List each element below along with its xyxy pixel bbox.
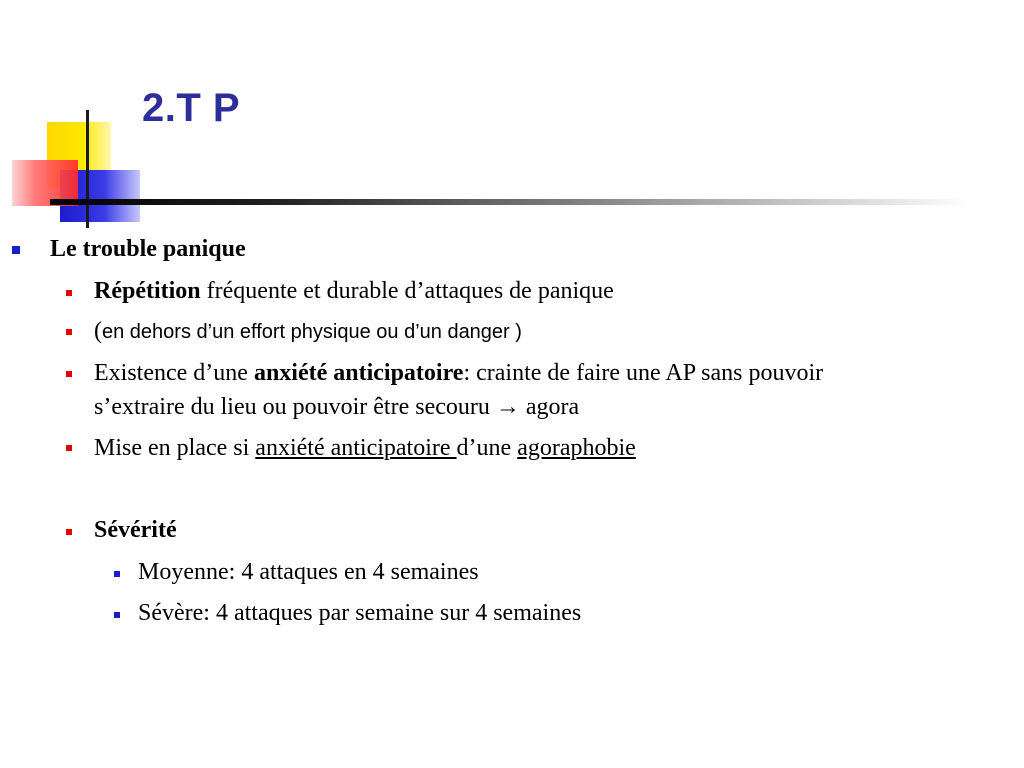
bullet-repetition-rest: fréquente et durable d’attaques de panique xyxy=(200,278,614,304)
bullet-existence xyxy=(94,356,823,390)
bullet-level3-icon xyxy=(114,571,120,577)
sub-bullet-severe: Sévère: 4 attaques par semaine sur 4 semaines xyxy=(138,600,582,626)
bullet-existence-pre: Existence d’une xyxy=(94,360,254,386)
bullet-repetition xyxy=(94,274,614,308)
bullet-level2-icon xyxy=(66,371,72,377)
bullet-level3-icon xyxy=(114,612,120,618)
vertical-line-decoration xyxy=(86,110,89,228)
link-agoraphobie[interactable]: agoraphobie xyxy=(517,435,636,461)
bullet-existence-rest: : crainte de faire une AP sans pouvoir xyxy=(463,360,824,386)
bullet-en-dehors-rest: en dehors d’un effort physique ou d’un danger ) xyxy=(102,321,522,343)
bullet-en-dehors xyxy=(94,314,522,349)
bullet-mise-pre: Mise en place si xyxy=(94,435,256,461)
bullet-level2-icon xyxy=(66,529,72,535)
bullet-level2-icon xyxy=(66,445,72,451)
slide-title: 2.T P xyxy=(142,86,241,130)
bullet-level2-icon xyxy=(66,290,72,296)
main-bullet-text: Le trouble panique xyxy=(50,236,246,262)
bullet-mise-mid: d’une xyxy=(456,435,518,461)
sub-bullet-moyenne: Moyenne: 4 attaques en 4 semaines xyxy=(138,559,479,585)
title-underline-rule xyxy=(50,199,970,205)
bullet-severite: Sévérité xyxy=(94,517,177,543)
bullet-level1-icon xyxy=(12,246,20,254)
bullet-en-dehors-paren: ( xyxy=(94,318,102,344)
bullet-existence-line2: s’extraire du lieu ou pouvoir être secouru → agora xyxy=(94,394,580,420)
bullet-existence-bold: anxiété anticipatoire xyxy=(253,360,464,386)
bullet-repetition-bold: Répétition xyxy=(94,278,201,304)
bullet-mise-en-place xyxy=(94,431,636,465)
bullet-level2-icon xyxy=(66,329,72,335)
link-anxiete-anticipatoire[interactable]: anxiété anticipatoire xyxy=(255,435,457,461)
